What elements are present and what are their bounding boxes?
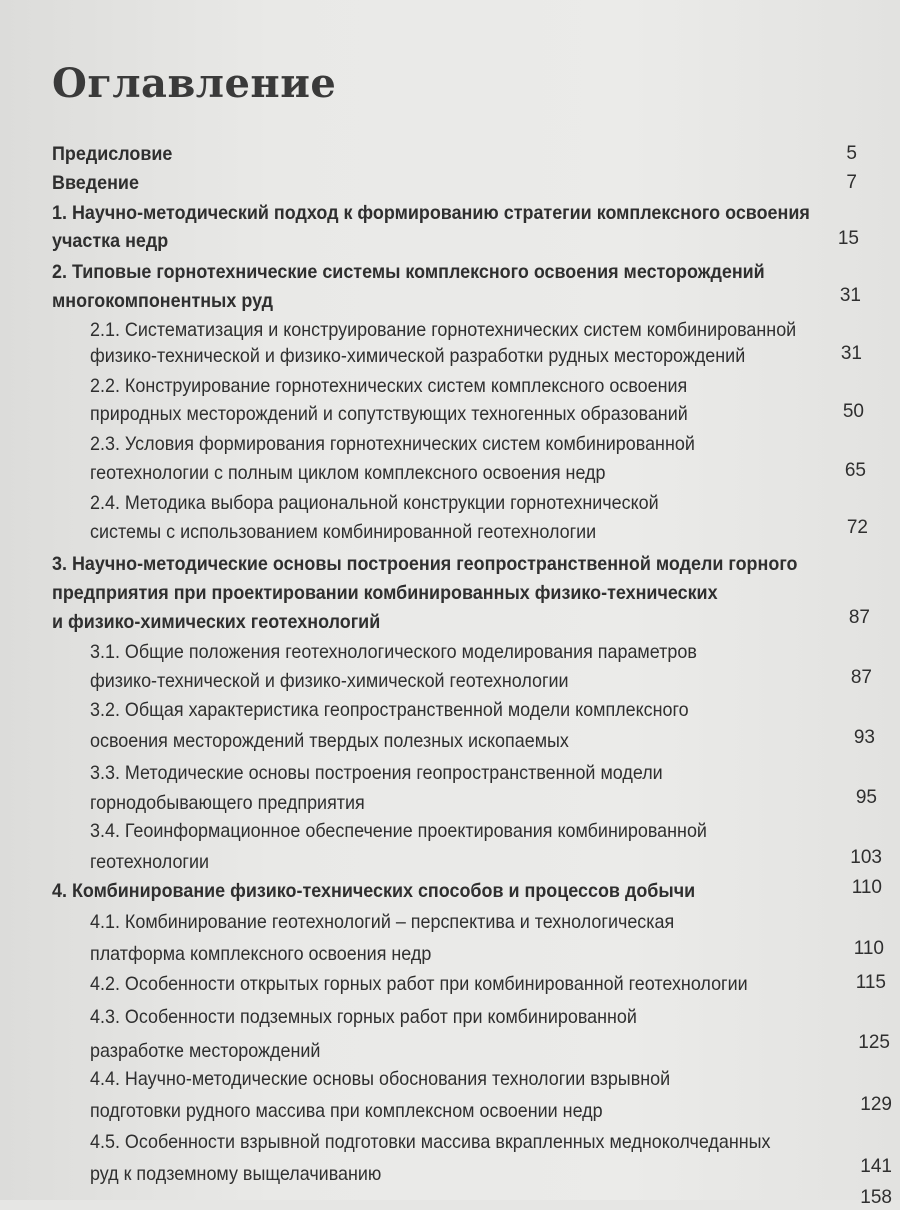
toc-entry-3-4-line1: 3.4. Геоинформационное обеспечение проектирования комбинированной xyxy=(90,820,707,842)
toc-entry-4-4-line2: подготовки рудного массива при комплексном освоении недр xyxy=(90,1100,603,1122)
toc-entry-3-3-line1: 3.3. Методические основы построения геопространственной модели xyxy=(90,762,663,784)
toc-entry-2-2-line2: природных месторождений и сопутствующих техногенных образований xyxy=(90,403,688,425)
toc-page-3-3: 95 xyxy=(855,787,877,808)
toc-entry-2-1-line1: 2.1. Систематизация и конструирование горнотехнических систем комбинированной xyxy=(90,319,797,341)
toc-entry-ch1-line2: участка недр xyxy=(52,230,169,252)
toc-entry-ch3-line3: и физико-химических геотехнологий xyxy=(52,611,381,633)
toc-page-4-4: 129 xyxy=(860,1094,892,1115)
toc-page-4-2: 115 xyxy=(855,972,886,993)
toc-page-intro: 7 xyxy=(846,172,857,193)
toc-entry-3-1-line2: физико-технической и физико-химической геотехнологии xyxy=(90,670,569,692)
toc-entry-intro: Введение xyxy=(52,172,139,194)
toc-entry-2-3-line2: геотехнологии с полным циклом комплексного освоения недр xyxy=(90,462,606,484)
toc-page-2-1: 31 xyxy=(840,343,862,364)
toc-page-3-2: 93 xyxy=(853,727,875,748)
toc-entry-2-3-line1: 2.3. Условия формирования горнотехнических систем комбинированной xyxy=(90,433,695,455)
toc-page-4-3: 125 xyxy=(858,1032,890,1053)
toc-entry-2-2-line1: 2.2. Конструирование горнотехнических систем комплексного освоения xyxy=(90,375,688,397)
toc-entry-4-1-line1: 4.1. Комбинирование геотехнологий – перспектива и технологическая xyxy=(90,911,675,933)
toc-page-2-3: 65 xyxy=(844,460,866,481)
toc-page-ch3: 87 xyxy=(848,607,870,628)
toc-page-cutoff: 158 xyxy=(860,1187,892,1208)
toc-entry-2-1-line2: физико-технической и физико-химической разработки рудных месторождений xyxy=(90,345,746,367)
toc-entry-3-2-line1: 3.2. Общая характеристика геопространственной модели комплексного xyxy=(90,699,689,721)
toc-entry-ch3-line2: предприятия при проектировании комбинированных физико-технических xyxy=(52,582,718,604)
toc-page-3-4: 103 xyxy=(850,847,882,868)
toc-entry-ch1-line1: 1. Научно-методический подход к формированию стратегии комплексного освоения xyxy=(52,202,810,224)
toc-entry-4-5-line2: руд к подземному выщелачиванию xyxy=(90,1163,382,1185)
toc-entry-3-1-line1: 3.1. Общие положения геотехнологического моделирования параметров xyxy=(90,641,697,663)
toc-entry-ch4: 4. Комбинирование физико-технических способов и процессов добычи xyxy=(52,880,696,902)
toc-entry-4-5-line1: 4.5. Особенности взрывной подготовки массива вкрапленных медноколчеданных xyxy=(90,1131,771,1153)
toc-entry-2-4-line2: системы с использованием комбинированной геотехнологии xyxy=(90,521,597,543)
toc-page-ch2: 31 xyxy=(839,285,861,306)
toc-page-ch1: 15 xyxy=(837,228,859,249)
toc-entry-3-2-line2: освоения месторождений твердых полезных ископаемых xyxy=(90,730,569,752)
toc-entry-4-4-line1: 4.4. Научно-методические основы обоснования технологии взрывной xyxy=(90,1068,671,1090)
toc-entry-3-4-line2: геотехнологии xyxy=(90,851,210,873)
toc-page-preface: 5 xyxy=(846,143,857,164)
toc-page-2-4: 72 xyxy=(846,517,868,538)
toc-page-2-2: 50 xyxy=(842,401,864,422)
toc-entry-4-1-line2: платформа комплексного освоения недр xyxy=(90,943,432,965)
toc-entry-ch3-line1: 3. Научно-методические основы построения геопространственной модели горного xyxy=(52,553,798,575)
toc-page-ch4: 110 xyxy=(851,877,882,898)
toc-page-3-1: 87 xyxy=(850,667,872,688)
toc-entry-2-4-line1: 2.4. Методика выбора рациональной конструкции горнотехнической xyxy=(90,492,659,514)
toc-entry-4-3-line2: разработке месторождений xyxy=(90,1040,321,1062)
toc-entry-preface: Предисловие xyxy=(52,143,173,165)
page-title: Оглавление xyxy=(52,60,337,107)
toc-entry-4-2: 4.2. Особенности открытых горных работ при комбинированной геотехнологии xyxy=(90,973,748,995)
toc-page-4-5: 141 xyxy=(860,1156,892,1177)
toc-entry-4-3-line1: 4.3. Особенности подземных горных работ при комбинированной xyxy=(90,1006,637,1028)
toc-entry-ch2-line2: многокомпонентных руд xyxy=(52,290,273,312)
toc-page-4-1: 110 xyxy=(853,938,884,959)
toc-entry-3-3-line2: горнодобывающего предприятия xyxy=(90,792,365,814)
toc-entry-ch2-line1: 2. Типовые горнотехнические системы комплексного освоения месторождений xyxy=(52,261,765,283)
